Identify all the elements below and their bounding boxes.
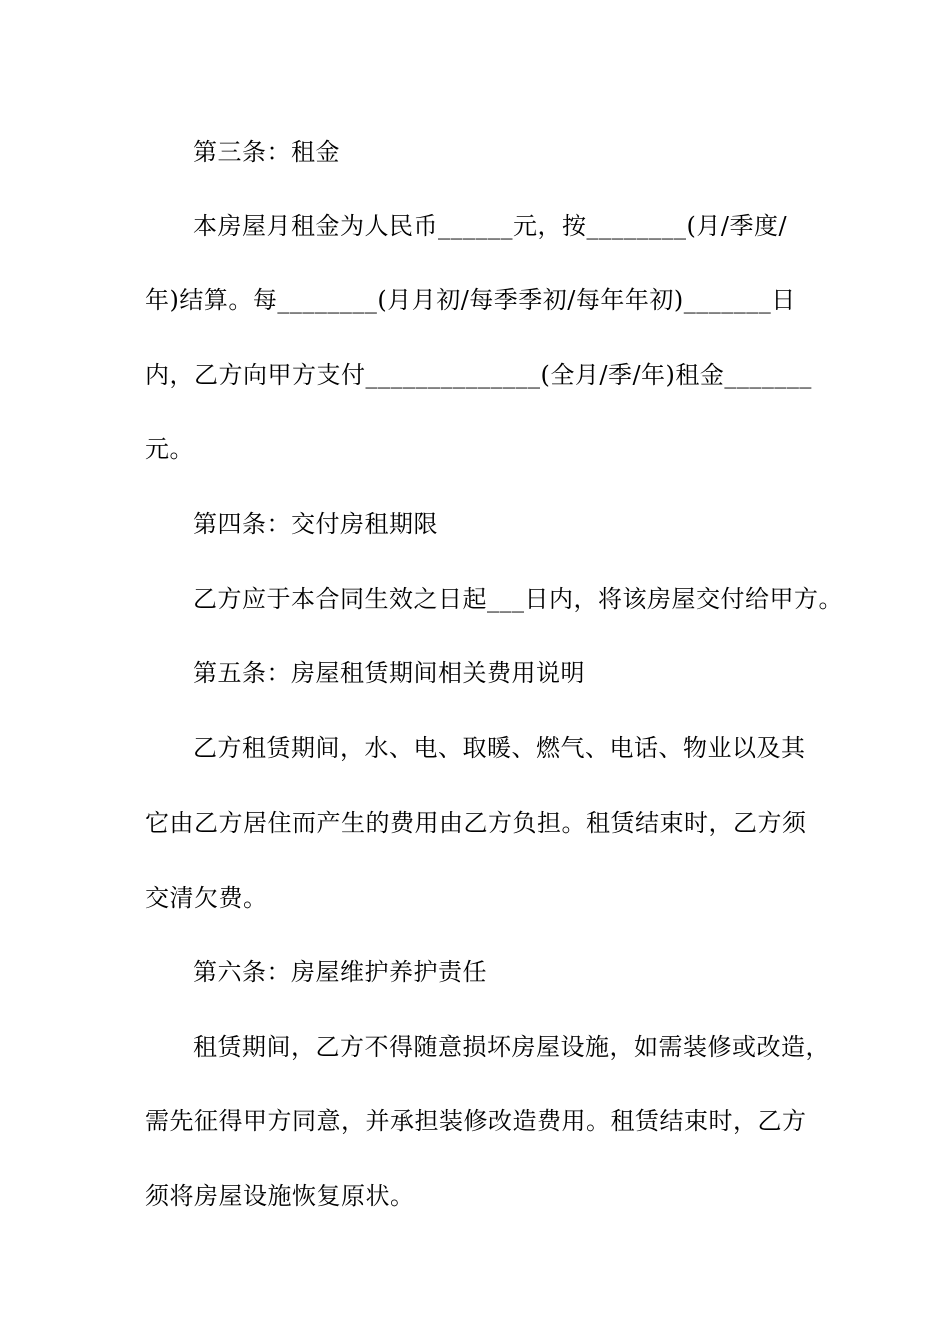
- article-3-text-line-3: 内，乙方向甲方支付______________(全月/季/年)租金_______: [145, 361, 812, 389]
- article-6-text-line-1: 租赁期间，乙方不得随意损坏房屋设施，如需装修或改造，: [193, 1033, 830, 1061]
- article-4-heading: 第四条：交付房租期限: [193, 510, 438, 538]
- article-6-text-line-3: 须将房屋设施恢复原状。: [145, 1182, 415, 1210]
- article-3-text-line-4: 元。: [145, 435, 194, 463]
- article-5-text-line-2: 它由乙方居住而产生的费用由乙方负担。租赁结束时，乙方须: [145, 809, 807, 837]
- article-6-heading: 第六条：房屋维护养护责任: [193, 958, 487, 986]
- article-3-text-line-1: 本房屋月租金为人民币______元，按________(月/季度/: [193, 212, 788, 240]
- article-5-text-line-1: 乙方租赁期间，水、电、取暖、燃气、电话、物业以及其: [193, 734, 806, 762]
- article-5-heading: 第五条：房屋租赁期间相关费用说明: [193, 659, 585, 687]
- article-3-text-line-2: 年)结算。每________(月月初/每季季初/每年年初)_______日: [145, 286, 796, 314]
- article-6-text-line-2: 需先征得甲方同意，并承担装修改造费用。租赁结束时，乙方: [145, 1107, 807, 1135]
- article-4-text-line-1: 乙方应于本合同生效之日起___日内，将该房屋交付给甲方。: [193, 585, 843, 613]
- article-5-text-line-3: 交清欠费。: [145, 884, 268, 912]
- article-3-heading: 第三条：租金: [193, 138, 340, 166]
